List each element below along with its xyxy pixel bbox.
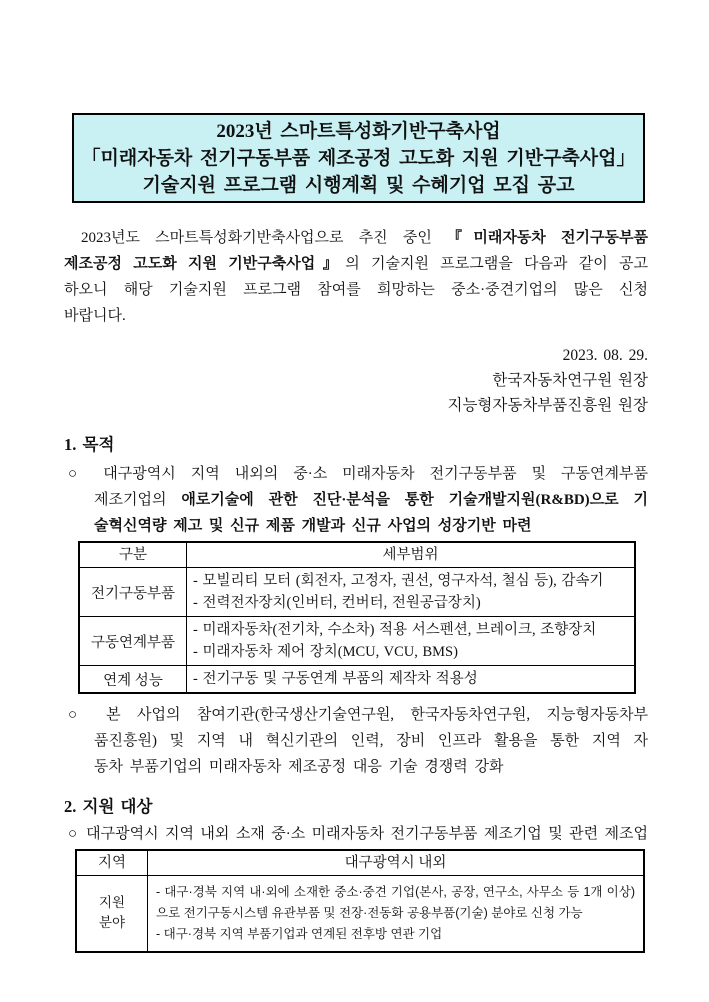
intro-paragraph [64,225,648,329]
scope-row-2-detail [187,617,636,666]
title-line-1: 2023년 스마트특성화기반구축사업 [216,121,501,142]
intro-line-2 [64,251,648,277]
target-table-header-row [76,850,644,876]
scope-row-2-item-1: - 미래자동차(전기차, 수소차) 적용 서스펜션, 브레이크, 조향장치 [193,622,597,638]
target-bullet-line-1: ○ 대구광역시 지역 내외 소재 중·소 미래자동차 전기구동부품 제조기업 및 관련 제조업 [68,826,648,842]
title-line-3: 기술지원 프로그램 시행계획 및 수혜기업 모집 공고 [142,175,575,196]
target-bullet [64,821,648,847]
purpose-bullet-1-line-1: ○ 대구광역시 지역 내외의 중·소 미래자동차 전기구동부품 및 구동연계부품 [68,466,648,482]
target-row-detail [148,876,645,952]
purpose-bullet-1-line-2-bold-text: 애로기술에 관한 진단·분석을 통한 기술개발지원(R&BD)으로 기 [181,492,648,508]
target-row-label-line-2: 분야 [98,915,126,931]
intro-line-2-text: 의 기술지원 프로그램을 다음과 같이 공고 [345,256,648,272]
purpose-bullet-1 [64,461,648,539]
scope-row-1-label: 전기구동부품 [79,568,187,617]
scope-row-1-detail [187,568,636,617]
purpose-bullet-2-line-1: ○ 본 사업의 참여기관(한국생산기술연구원, 한국자동차연구원, 지능형자동차부 [68,707,648,723]
scope-table-header-category: 구분 [79,542,187,568]
purpose-bullet-2-line-2: 품진흥원) 및 지역 내 혁신기관의 인력, 장비 인프라 활용을 통한 지역 자 [94,733,648,749]
table-row [79,617,635,666]
section-2-heading: 2. 지원 대상 [64,797,153,816]
intro-line-1-bold-text: 『미래자동차 전기구동부품 [447,230,648,246]
purpose-bullet-1-line-2 [94,487,648,513]
scope-table-header-row [79,542,635,568]
scope-row-2-item-2: - 미래자동차 제어 장치(MCU, VCU, BMS) [193,644,458,660]
intro-line-4: 바랍니다. [64,308,126,324]
table-row [79,666,635,694]
scope-row-3-item-1: - 전기구동 및 구동연계 부품의 제작차 적용성 [193,671,478,687]
intro-line-1-text: 2023년도 스마트특성화기반축사업으로 추진 중인 [81,230,447,246]
scope-row-1-item-2: - 전력전자장치(인버터, 컨버터, 전원공급장치) [193,595,481,611]
purpose-bullet-2-line-3: 동차 부품기업의 미래자동차 제조공정 대응 기술 경쟁력 강화 [94,759,504,775]
table-row [79,568,635,617]
scope-row-3-detail [187,666,636,694]
target-table-header-region: 지역 [76,850,148,876]
purpose-bullet-1-line-2-text: 제조기업의 [94,492,182,508]
target-row-item-1: - 대구·경북 지역 내·외에 소재한 중소·중견 기업(본사, 공장, 연구소, 사무소 등 1개 이상)으로 전기구동시스템 유관부품 및 전장·전동화 공용부품(기술) 분야로 신청 가능 [156,884,635,920]
signer-2: 지능형자동차부품진흥원 원장 [447,397,648,414]
intro-line-3: 하오니 해당 기술지원 프로그램 참여를 희망하는 중소·중견기업의 많은 신청 [64,282,648,298]
purpose-bullet-2 [64,702,648,780]
section-1-heading: 1. 목적 [64,435,115,454]
date-signature-block [64,343,648,418]
table-row [76,876,644,952]
intro-line-1 [64,225,648,251]
scope-row-2-label: 구동연계부품 [79,617,187,666]
intro-line-2-bold-text: 제조공정 고도화 지원 기반구축사업』 [64,256,346,272]
target-table-header-value: 대구광역시 내외 [148,850,645,876]
target-row-item-2: - 대구·경북 지역 부품기업과 연계된 전후방 연관 기업 [156,926,443,941]
purpose-bullet-1-line-3: 술혁신역량 제고 및 신규 제품 개발과 신규 사업의 성장기반 마련 [94,518,532,534]
scope-table [78,541,636,694]
scope-row-1-item-1: - 모빌리티 모터 (회전자, 고정자, 권선, 영구자석, 철심 등), 감속기 [193,573,604,589]
scope-table-header-detail: 세부범위 [187,542,636,568]
title-box [72,113,645,203]
target-table [75,849,645,953]
signer-1: 한국자동차연구원 원장 [492,372,648,389]
scope-row-3-label: 연계 성능 [79,666,187,694]
target-row-label-line-1: 지원 [98,895,126,911]
target-row-label [76,876,148,952]
announcement-date: 2023. 08. 29. [562,347,648,364]
title-line-2: 「미래자동차 전기구동부품 제조공정 고도화 지원 기반구축사업」 [81,148,636,169]
